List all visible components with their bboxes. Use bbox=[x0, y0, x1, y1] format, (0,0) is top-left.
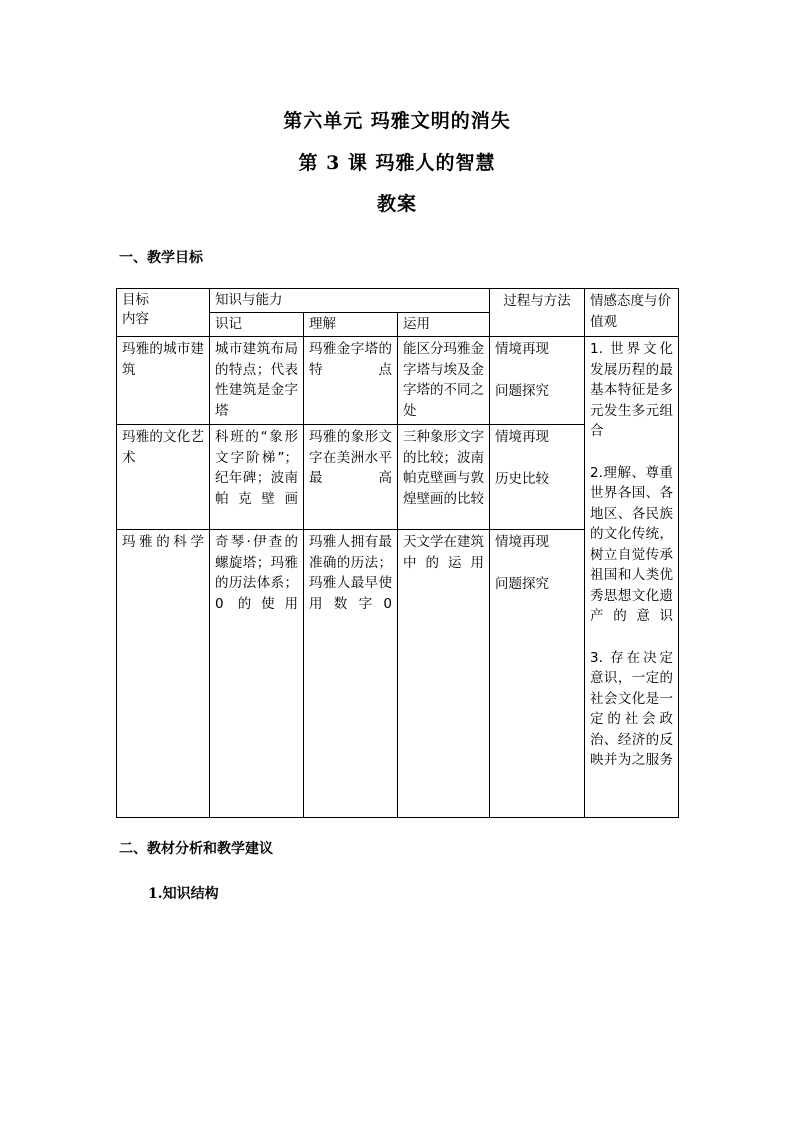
row-method-1: 情境再现 bbox=[495, 534, 550, 550]
row-understand: 玛雅金字塔的特点 bbox=[309, 341, 392, 378]
row-understand-cell bbox=[304, 530, 398, 818]
row-recall-cell bbox=[210, 530, 304, 818]
table-row bbox=[117, 337, 679, 425]
row-apply: 天文学在建筑中的运用 bbox=[403, 534, 485, 571]
row-method-cell bbox=[490, 337, 585, 425]
header-understand: 理解 bbox=[304, 313, 398, 337]
row-method-1: 情境再现 bbox=[495, 341, 550, 357]
emotion-value-3: 3. 存在决定意识，一定的社会文化是一定的社会政治、经济的反映并为之服务 bbox=[590, 649, 674, 768]
row-content-cell bbox=[117, 337, 210, 425]
unit-title: 第六单元 玛雅文明的消失 bbox=[283, 110, 511, 132]
row-method-cell bbox=[490, 530, 585, 818]
row-method-1: 情境再现 bbox=[495, 429, 550, 445]
row-method-cell bbox=[490, 425, 585, 530]
row-content: 玛雅的城市建筑 bbox=[122, 341, 204, 378]
row-understand: 玛雅人拥有最准确的历法；玛雅人最早使用数字0 bbox=[309, 534, 392, 612]
header-emotion-values: 情感态度与价值观 bbox=[585, 289, 679, 337]
row-recall: 奇琴·伊查的螺旋塔；玛雅的历法体系；0 的使用 bbox=[215, 534, 298, 612]
subsection-heading-structure: 1.知识结构 bbox=[148, 886, 219, 902]
document-type-title: 教案 bbox=[376, 193, 417, 215]
section-heading-objectives: 一、教学目标 bbox=[119, 250, 203, 266]
emotion-values-cell bbox=[585, 337, 679, 818]
objectives-table bbox=[116, 288, 679, 818]
row-apply-cell bbox=[398, 425, 490, 530]
header-content-label: 内容 bbox=[122, 311, 149, 327]
row-recall: 科班的“象形文字阶梯”；纪年碑；波南帕克壁画 bbox=[215, 429, 298, 507]
header-knowledge-ability: 知识与能力 bbox=[210, 289, 490, 313]
section-heading-analysis: 二、教材分析和教学建议 bbox=[119, 841, 273, 857]
header-recall: 识记 bbox=[210, 313, 304, 337]
row-method-2: 历史比较 bbox=[495, 470, 550, 487]
header-process-method: 过程与方法 bbox=[490, 289, 585, 337]
header-target-label: 目标 bbox=[122, 292, 149, 308]
row-apply: 三种象形文字的比较；波南帕克壁画与敦煌壁画的比较 bbox=[403, 429, 485, 507]
row-apply-cell bbox=[398, 337, 490, 425]
row-content: 玛雅的科学 bbox=[122, 534, 204, 550]
row-understand: 玛雅的象形文字在美洲水平最高 bbox=[309, 429, 392, 486]
row-recall-cell bbox=[210, 425, 304, 530]
emotion-value-2: 2.理解、尊重世界各国、各地区、各民族的文化传统，树立自觉传承祖国和人类优秀思想文化遗产的意识 bbox=[590, 464, 674, 624]
row-method-2: 问题探究 bbox=[495, 382, 550, 399]
row-recall-cell bbox=[210, 337, 304, 425]
row-method-2: 问题探究 bbox=[495, 575, 550, 592]
row-apply: 能区分玛雅金字塔与埃及金字塔的不同之处 bbox=[403, 341, 485, 419]
row-recall: 城市建筑布局的特点；代表性建筑是金字塔 bbox=[215, 341, 298, 419]
row-content-cell bbox=[117, 530, 210, 818]
lesson-title: 第 3 课 玛雅人的智慧 bbox=[298, 152, 496, 174]
emotion-value-1: 1. 世界文化发展历程的最基本特征是多元发生多元组合 bbox=[590, 341, 674, 439]
header-corner-cell bbox=[117, 289, 210, 337]
row-content-cell bbox=[117, 425, 210, 530]
header-apply: 运用 bbox=[398, 313, 490, 337]
row-understand-cell bbox=[304, 425, 398, 530]
row-content: 玛雅的文化艺术 bbox=[122, 429, 204, 466]
row-apply-cell bbox=[398, 530, 490, 818]
row-understand-cell bbox=[304, 337, 398, 425]
